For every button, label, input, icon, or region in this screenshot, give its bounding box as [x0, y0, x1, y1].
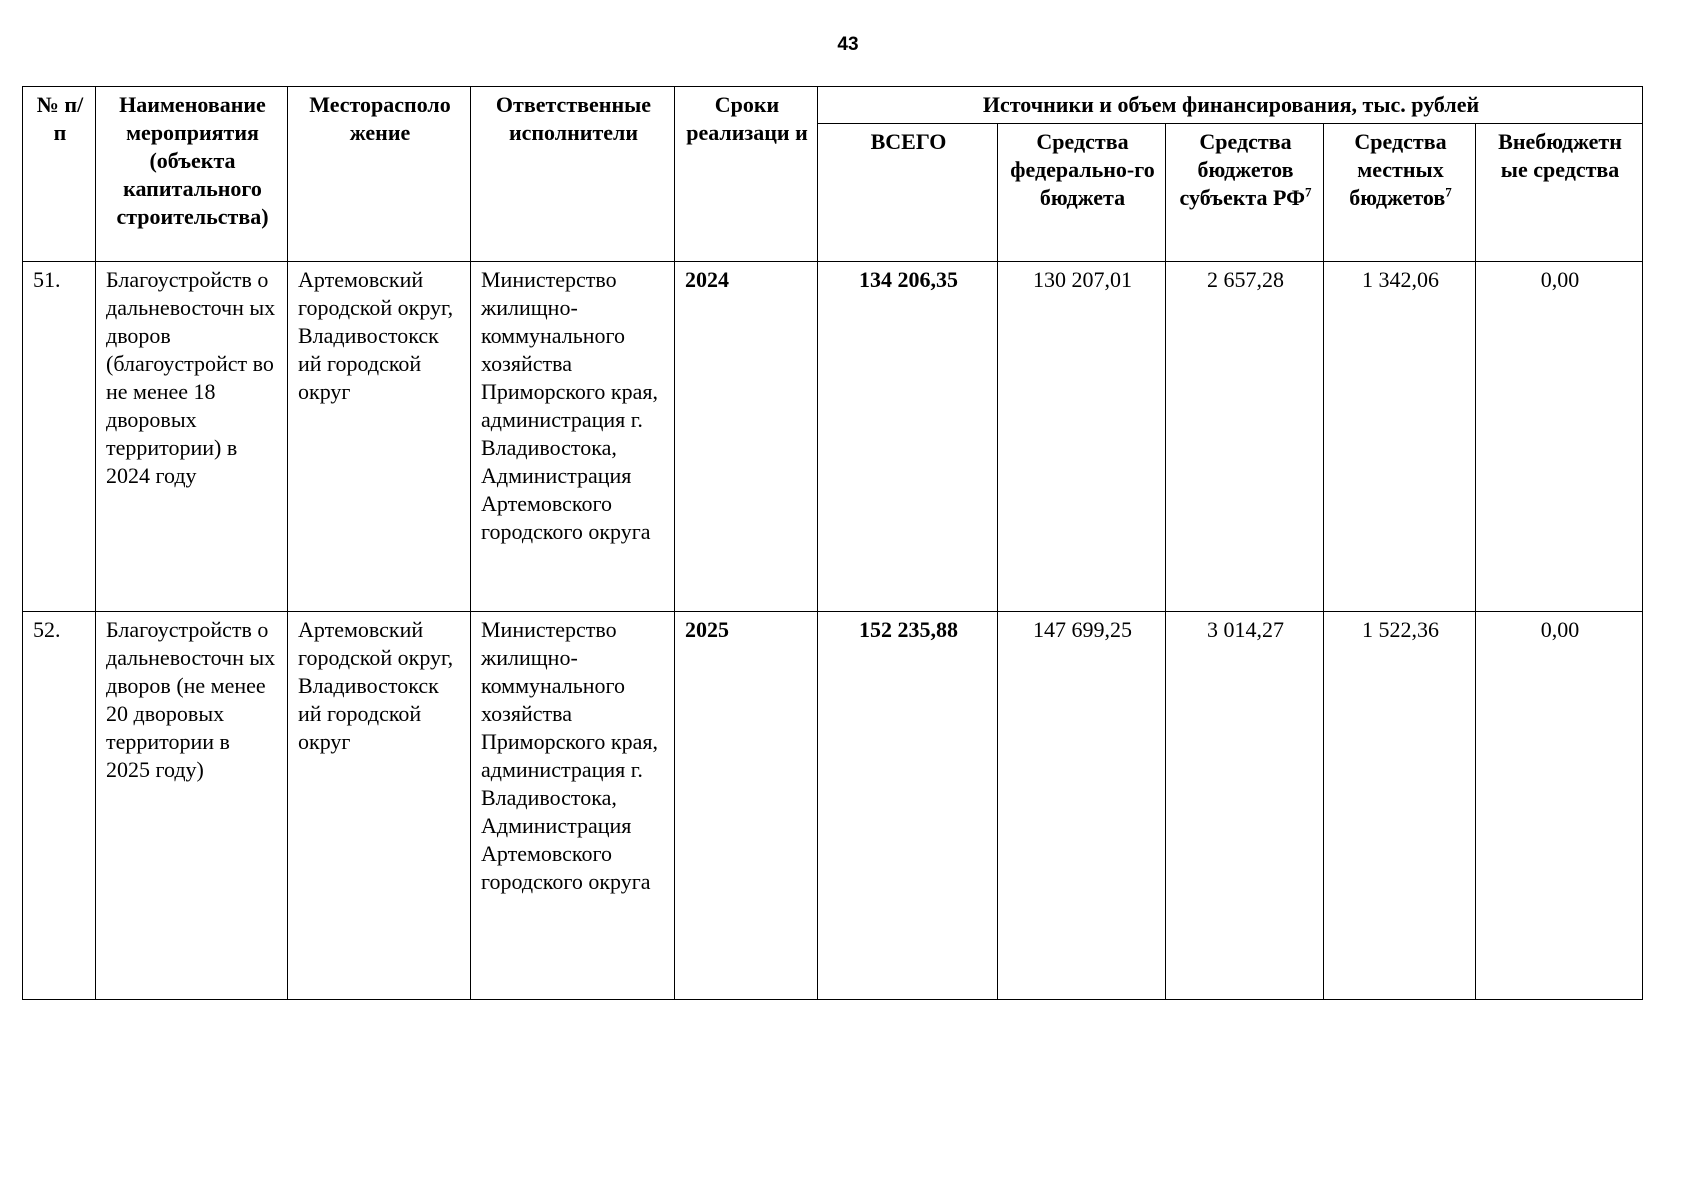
- header-local-footnote: 7: [1445, 184, 1452, 200]
- financing-table: [22, 86, 1643, 1000]
- header-financing-group: Источники и объем финансирования, тыс. рублей: [818, 87, 1643, 124]
- header-row-1: [23, 87, 1643, 124]
- header-extra: Внебюджетн ые средства: [1476, 124, 1643, 262]
- row-local: 1 522,36: [1324, 612, 1476, 1000]
- header-total: ВСЕГО: [818, 124, 998, 262]
- row-num: 52.: [23, 612, 96, 1000]
- row-location: Артемовский городской округ, Владивостокск ий городской округ: [288, 262, 471, 612]
- header-executors: Ответственные исполнители: [471, 87, 675, 262]
- table-row: [23, 262, 1643, 612]
- row-federal: 130 207,01: [998, 262, 1166, 612]
- header-local-label: Средства местных бюджетов: [1349, 129, 1447, 210]
- row-name: Благоустройств о дальневосточн ых дворов (не менее 20 дворовых территории в 2025 году): [96, 612, 288, 1000]
- row-extra: 0,00: [1476, 612, 1643, 1000]
- page-number: 43: [837, 34, 859, 55]
- row-term: 2025: [675, 612, 818, 1000]
- row-term: 2024: [675, 262, 818, 612]
- header-federal: Средства федерально-го бюджета: [998, 124, 1166, 262]
- header-subject-footnote: 7: [1304, 184, 1312, 200]
- row-executors: Министерство жилищно-коммунального хозяйства Приморского края, администрация г. Владивостока, Администрация Артемовского городского округа: [471, 612, 675, 1000]
- row-federal: 147 699,25: [998, 612, 1166, 1000]
- table-row: [23, 612, 1643, 1000]
- header-local: [1324, 124, 1476, 262]
- row-subject: 2 657,28: [1166, 262, 1324, 612]
- header-terms: Сроки реализаци и: [675, 87, 818, 262]
- row-total: 134 206,35: [818, 262, 998, 612]
- header-num: № п/п: [23, 87, 96, 262]
- header-subject-label: Средства бюджетов субъекта РФ: [1179, 129, 1305, 210]
- row-total: 152 235,88: [818, 612, 998, 1000]
- header-name: Наименование мероприятия (объекта капитального строительства): [96, 87, 288, 262]
- row-location: Артемовский городской округ, Владивостокск ий городской округ: [288, 612, 471, 1000]
- row-num: 51.: [23, 262, 96, 612]
- row-extra: 0,00: [1476, 262, 1643, 612]
- row-local: 1 342,06: [1324, 262, 1476, 612]
- row-name: Благоустройств о дальневосточн ых дворов (благоустройст во не менее 18 дворовых территории) в 2024 году: [96, 262, 288, 612]
- row-executors: Министерство жилищно-коммунального хозяйства Приморского края, администрация г. Владивостока, Администрация Артемовского городского округа: [471, 262, 675, 612]
- header-subject: [1166, 124, 1324, 262]
- header-location: Месторасполо жение: [288, 87, 471, 262]
- row-subject: 3 014,27: [1166, 612, 1324, 1000]
